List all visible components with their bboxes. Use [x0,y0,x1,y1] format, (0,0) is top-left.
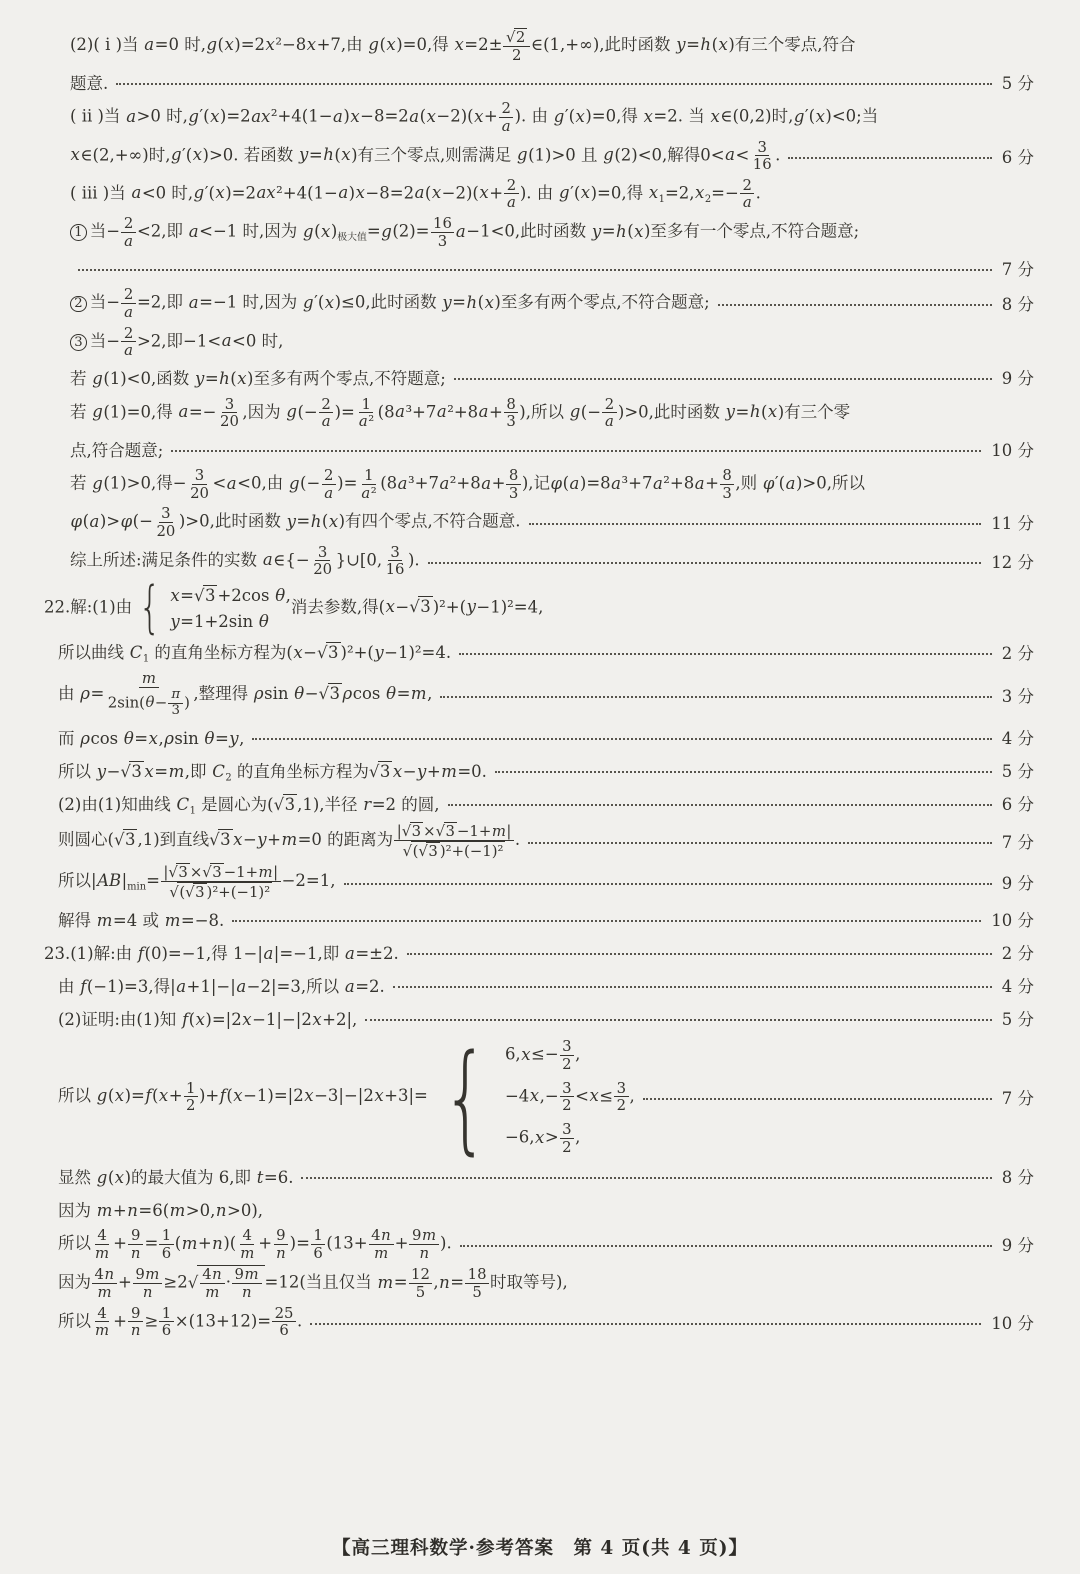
fraction: $\frac{3}{16}$ [385,542,405,579]
fraction: $\frac{3}{2}$ [559,1121,575,1155]
dot-leader [301,1175,991,1179]
answer-line [44,789,1034,818]
fraction: $\frac{2}{a}$ [120,286,137,320]
fraction: $\frac{1}{2}$ [183,1080,199,1114]
math-text: 若 g(1)>0,得− $\frac{3}{20}$ <a<0,由 g(− $\frac{2}{a}$ )= $\frac{1}{\text{a²}}$ (8a³+7a²+8a+ $\frac{8}{3}$ ),记φ(a)=8a³+7a²+8a+ $\frac{8}{3}$ ,则 φ′(a)>0,所以 [70,466,865,502]
fraction: $\frac{9m}{n}$ [231,1266,263,1300]
answer-line [44,1227,1034,1261]
fraction: $\frac{2}{a}$ [120,215,137,249]
math-text: 综上所述:满足条件的实数 a∈{− $\frac{3}{20}$ }∪[0, $\frac{3}{16}$ ). [70,542,420,579]
answer-line [44,467,1034,501]
piecewise-brace-group: { x=√ 3 +2cos θ, y=1+2sin θ [138,574,291,640]
answer-line [44,863,1034,900]
score-label: 6 分 [1001,795,1034,815]
radical: √ 3 [368,761,391,781]
fraction: $\frac{3}{2}$ [559,1080,575,1114]
answer-line [44,904,1034,933]
answer-line [44,1003,1034,1032]
answer-line [44,1161,1034,1190]
answer-line [44,100,1034,134]
math-text: 点,符合题意; [70,440,164,460]
fraction: $\frac{9}{n}$ [127,1305,145,1339]
dot-leader [365,1017,991,1021]
math-text: (2)证明:由(1)知 f(x)=|2x−1|−|2x+2|, [58,1009,358,1029]
fraction: $\frac{2}{a}$ [320,467,337,501]
math-text: (2)由(1)知曲线 $C_1$ 是圆心为(√ 3 ,1),半径 r=2 的圆, [58,794,440,817]
score-label: 2 分 [1001,943,1034,963]
math-text: 1 当− $\frac{2}{a}$ <2,即 a<−1 时,因为 $g(x)_{极大值}=g(2)=$ $\frac{16}{3}$ a−1<0,此时函数 y=h(x)至多有一个零点,不符合题意; [70,215,859,249]
answer-line [44,177,1034,211]
fraction: $\frac{3}{16}$ [752,137,772,174]
math-text: 由 ρ= m 2sin(θ− $\frac{\pi}{3}$ ) ,整理得 ρsin θ−√ 3 ρcos θ=m, [58,669,433,718]
fraction: $\frac{9}{n}$ [127,1227,145,1261]
radical: √ (√ 3 )²+(−1)² [402,841,504,860]
math-text: 因为 $\frac{4n}{m}$ + $\frac{9m}{n}$ ≥2√ $\frac{4n}{m}$ · $\frac{9m}{n}$ =12(当且仅当 m= $\frac{12}{5}$ ,n= $\frac{18}{5}$ 时取等号), [58,1265,568,1301]
score-label: 11 分 [991,514,1034,534]
dot-leader [407,951,992,955]
fraction: $\frac{12}{5}$ [408,1266,434,1300]
radical: √ (√ 3 )²+(−1)² [169,882,271,901]
answer-line [44,937,1034,966]
answer-line [44,363,1034,392]
fraction: $\frac{2}{a}$ [318,396,335,430]
radical: √ 3 [418,841,438,860]
math-text: 若 g(1)<0,函数 y=h(x)至多有两个零点,不符题意; [70,369,446,389]
fraction: $\frac{4n}{m}$ [368,1227,395,1261]
score-label: 5 分 [1001,762,1034,782]
score-label: 6 分 [1001,147,1034,167]
fraction: $\frac{2}{a}$ [120,325,137,359]
dot-leader [393,984,992,988]
fraction: $\frac{1}{\text{a²}}$ [361,466,377,502]
dot-leader [252,736,991,740]
answer-line [44,970,1034,999]
fraction: $\frac{4n}{m}$ [91,1266,118,1300]
answer-line [44,574,1034,640]
answer-line [44,215,1034,249]
score-label: 7 分 [1001,1088,1034,1108]
answer-line [44,1194,1034,1223]
score-label: 9 分 [1001,369,1034,389]
fraction: $\frac{4}{m}$ [95,1226,110,1262]
radical: √ 3 [401,821,422,840]
radical: √ 3 [185,882,205,901]
answer-line [44,505,1034,539]
math-text: 所以 $\frac{4}{m}$ + $\frac{9}{n}$ = $\frac{1}{6}$ (m+n)( $\frac{4}{m}$ + $\frac{9}{n}$ )= $\frac{1}{6}$ (13+ $\frac{4n}{m}$ + $\frac{9m}{n}$ ). [58,1226,452,1262]
answer-line [44,67,1034,96]
math-text: 所以 g(x)=f(x+ $\frac{1}{2}$ )+f(x−1)=|2x−3|−|2x+3|= { 6,x≤− $\frac{3}{2}$ , −4x,− $\frac{3}{2}$ <x≤ $\frac{3}{2}$ , −6,x> $\frac{3}{2}$ , [58,1027,635,1166]
score-label: 2 分 [1001,643,1034,663]
math-text: (2)( i )当 a=0 时,g(x)=2x²−8x+7,由 g(x)=0,得 x=2± $\frac{√ 2}{2}$ ∈(1,+∞),此时函数 y=h(x)有三个零点,符合 [70,28,856,64]
radical: √ 3 [113,830,136,849]
answer-line [44,253,1034,282]
dot-leader [643,1096,992,1100]
radical: √ 3 [193,585,216,605]
answer-line [44,756,1034,785]
radical: √ 3 [318,684,341,704]
radical: √ $\frac{4n}{m}$ · $\frac{9m}{n}$ [188,1273,265,1292]
radical: √ 3 [409,597,431,617]
fraction: $\frac{9}{n}$ [272,1227,290,1261]
fraction: m 2sin(θ− $\frac{\pi}{3}$ ) [107,669,190,718]
fraction: $\frac{9m}{n}$ [408,1227,440,1261]
score-label: 9 分 [1001,873,1034,893]
fraction: $\frac{3}{20}$ [156,504,176,540]
fraction: $\frac{2}{a}$ [739,177,756,211]
page-footer: 【高三理科数学·参考答案 第 4 页(共 4 页)】 [332,1538,748,1559]
radical: √ 3 [120,761,142,781]
fraction: $\frac{3}{20}$ [220,394,239,431]
math-text: 3 当− $\frac{2}{a}$ >2,即−1<a<0 时, [70,325,283,359]
math-text: 若 g(1)=0,得 a=− $\frac{3}{20}$ ,因为 g(− $\frac{2}{a}$ )= $\frac{1}{\text{a²}}$ (8a³+7a²+8a+ $\frac{8}{3}$ ),所以 g(− $\frac{2}{a}$ )>0,此时函数 y=h(x)有三个零 [70,394,851,431]
dot-leader [528,840,992,844]
answer-line [44,822,1034,859]
fraction: $\frac{2}{a}$ [601,396,618,430]
score-label: 12 分 [991,552,1034,572]
answer-line [44,396,1034,430]
fraction: $\frac{3}{2}$ [613,1080,629,1114]
dot-leader [448,802,992,806]
radical: √ 2 [505,28,526,46]
score-label: 8 分 [1001,295,1034,315]
answer-line [44,434,1034,463]
dot-leader [428,560,982,564]
fraction: $\frac{√ 2}{2}$ [502,28,530,63]
radical: √ 3 [168,863,188,882]
score-label: 5 分 [1001,73,1034,93]
dot-leader [459,651,992,655]
fraction: $\frac{9m}{n}$ [132,1266,164,1300]
math-text: 显然 g(x)的最大值为 6,即 t=6. [58,1167,294,1187]
dot-leader [788,155,991,159]
dot-leader [454,376,992,380]
fraction: $\frac{1}{6}$ [158,1227,174,1261]
score-label: 8 分 [1001,1167,1034,1187]
math-text: φ(a)>φ(− $\frac{3}{20}$ )>0,此时函数 y=h(x)有四个零点,不符合题意. [70,504,521,540]
dot-leader [495,769,992,773]
score-label: 7 分 [1001,832,1034,852]
math-text: 所以 $\frac{4}{m}$ + $\frac{9}{n}$ ≥ $\frac{1}{6}$ ×(13+12)= $\frac{25}{6}$ . [58,1303,303,1340]
fraction: $\frac{4}{m}$ [95,1303,110,1340]
dot-leader [171,448,981,452]
circled-number: 1 [70,224,87,241]
dot-leader [718,302,992,306]
fraction: $\frac{18}{5}$ [464,1266,490,1300]
dot-leader [232,918,981,922]
math-text: 因为 m+n=6(m>0,n>0), [58,1200,264,1220]
radical: √ 3 [273,794,296,814]
piecewise-brace-group: { 6,x≤− $\frac{3}{2}$ , −4x,− $\frac{3}{2}$ <x≤ $\frac{3}{2}$ , −6,x> $\frac{3}{2}$ , [442,1027,635,1166]
math-text: 2 当− $\frac{2}{a}$ =2,即 a=−1 时,因为 g′(x)≤0,此时函数 y=h(x)至多有两个零点,不符合题意; [70,286,710,320]
radical: √ 3 [209,830,231,849]
score-label: 3 分 [1001,686,1034,706]
answer-line [44,1265,1034,1300]
dot-leader [529,521,982,525]
answer-line [44,670,1034,719]
fraction: $\frac{8}{3}$ [503,396,519,430]
math-text: 所以 y−√ 3 x=m,即 $C_2$ 的直角坐标方程为√ 3 x−y+m=0. [58,761,487,784]
answer-line [44,1027,1034,1166]
answer-line [44,325,1034,359]
fraction: $\frac{4}{m}$ [240,1226,255,1262]
circled-number: 2 [70,296,87,313]
math-text: 22.解:(1)由 { x=√ 3 +2cos θ, y=1+2sin θ 消去参数,得(x−√ 3 )²+(y−1)²=4, [44,574,544,640]
dot-leader [440,694,991,698]
score-label: 4 分 [1001,976,1034,996]
score-label: 10 分 [991,1313,1034,1333]
answer-line [44,1305,1034,1339]
dot-leader [344,881,992,885]
score-label: 10 分 [991,910,1034,930]
fraction: $\frac{\pi}{3}$ [167,688,184,719]
math-text: 则圆心(√ 3 ,1)到直线√ 3 x−y+m=0 的距离为 $\frac{|√ 3 \times√ 3 -1+m|}{\text{√ (√ 3 )²+(−1)²}}$ . [58,821,521,860]
circled-number: 3 [70,334,87,351]
fraction: $\frac{4n}{m}$ [199,1266,226,1300]
math-text: 23.(1)解:由 f(0)=−1,得 1−|a|=−1,即 a=±2. [44,943,399,963]
math-text: 所以$|AB|_{min}=$ $\frac{|√ 3 \times√ 3 -1+m|}{\text{√ (√ 3 )²+(−1)²}}$ −2=1, [58,863,336,901]
score-label: 7 分 [1001,259,1034,279]
dot-leader [78,267,992,271]
math-text: 所以曲线 $C_1$ 的直角坐标方程为(x−√ 3 )²+(y−1)²=4. [58,643,452,665]
score-label: 4 分 [1001,729,1034,749]
radical: √ 3 [435,821,455,840]
math-text: ( ii )当 a>0 时,g′(x)=2ax²+4(1−a)x−8=2a(x−2)(x+ $\frac{2}{a}$ ). 由 g′(x)=0,得 x=2. 当 x∈(0,2)时,g′(x)<0;当 [70,99,879,135]
math-text: 解得 m=4 或 m=−8. [58,910,225,930]
score-label: 10 分 [991,440,1034,460]
score-label: 9 分 [1001,1236,1034,1256]
fraction: $\frac{25}{6}$ [271,1305,297,1339]
dot-leader [310,1321,981,1325]
fraction: $\frac{3}{20}$ [313,542,333,579]
fraction: $\frac{2}{a}$ [503,177,520,211]
score-label: 5 分 [1001,1009,1034,1029]
answer-line [44,544,1034,578]
math-text: x∈(2,+∞)时,g′(x)>0. 若函数 y=h(x)有三个零点,则需满足 g(1)>0 且 g(2)<0,解得0<a< $\frac{3}{16}$ . [70,137,781,174]
dot-leader [460,1243,992,1247]
fraction: $\frac{1}{6}$ [158,1305,174,1339]
fraction: $\frac{16}{3}$ [430,215,456,249]
math-text: 由 f(−1)=3,得|a+1|−|a−2|=3,所以 a=2. [58,976,385,996]
math-text: 题意. [70,73,109,93]
fraction: $\frac{1}{\text{a²}}$ [358,394,375,431]
fraction: $\frac{2}{a}$ [498,100,515,134]
answer-line [44,139,1034,173]
math-text: ( iii )当 a<0 时,g′(x)=2ax²+4(1−a)x−8=2a(x−2)(x+ $\frac{2}{a}$ ). 由 g′(x)=0,得 $x_1=2,x_2=-$ $\frac{2}{a}$ . [70,175,761,212]
fraction: $\frac{8}{3}$ [505,467,521,501]
math-text: 而 ρcos θ=x,ρsin θ=y, [58,729,245,749]
radical: √ 3 [317,643,339,663]
radical: √ 3 [202,863,222,882]
answer-line [44,286,1034,320]
answer-line [44,637,1034,666]
dot-leader [116,81,992,85]
fraction: $\frac{3}{20}$ [190,466,209,502]
answer-line [44,723,1034,752]
fraction: $\frac{|√ 3 \times√ 3 -1+m|}{\text{√ (√ 3 )²+(−1)²}}$ [160,863,282,900]
fraction: $\frac{1}{6}$ [310,1227,326,1261]
fraction: $\frac{|√ 3 \times√ 3 -1+m|}{\text{√ (√ 3 )²+(−1)²}}$ [393,822,515,859]
fraction: $\frac{8}{3}$ [719,467,735,501]
fraction: $\frac{3}{2}$ [559,1038,575,1072]
answer-line [44,28,1034,63]
